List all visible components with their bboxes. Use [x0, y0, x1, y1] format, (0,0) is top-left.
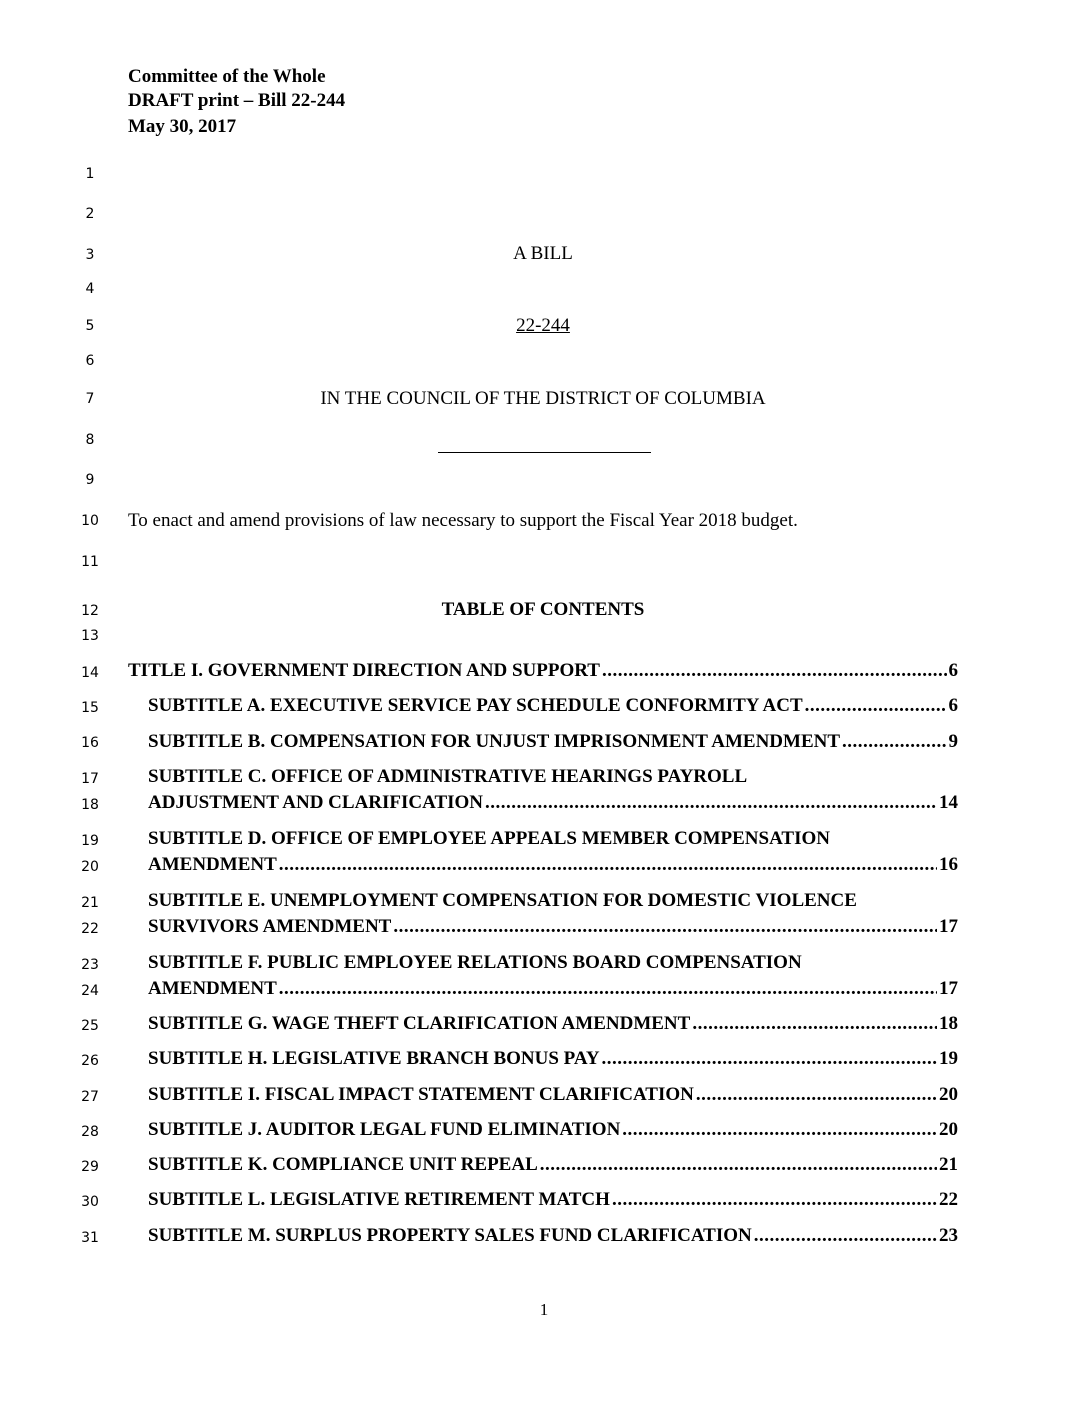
line-number: 10 — [81, 513, 99, 529]
toc-leader — [612, 1189, 937, 1211]
toc-entry-title-1[interactable]: TITLE I. GOVERNMENT DIRECTION AND SUPPORT ..... 6 — [128, 660, 958, 682]
signature-rule — [438, 452, 651, 453]
toc-entry-subtitle-h[interactable]: SUBTITLE H. LEGISLATIVE BRANCH BONUS PAY ..... 19 — [148, 1048, 958, 1070]
header-draft: DRAFT print – Bill 22-244 — [128, 90, 346, 111]
bill-number-block — [128, 315, 958, 337]
toc-leader — [279, 854, 937, 876]
bill-number: 22-244 — [516, 315, 570, 336]
toc-leader — [805, 695, 947, 717]
toc-leader — [692, 1013, 937, 1035]
line-number: 31 — [81, 1230, 99, 1246]
line-number: 28 — [81, 1124, 99, 1140]
bill-purpose: To enact and amend provisions of law necessary to support the Fiscal Year 2018 budget. — [128, 510, 798, 531]
toc-entry-subtitle-f[interactable]: AMENDMENT ..... 17 — [148, 978, 958, 1000]
line-number: 13 — [81, 628, 99, 644]
line-number: 16 — [81, 735, 99, 751]
toc-leader — [602, 1048, 937, 1070]
toc-leader — [696, 1084, 937, 1106]
line-number: 9 — [85, 472, 95, 488]
toc-leader — [279, 978, 937, 1000]
toc-leader — [754, 1225, 937, 1247]
toc-entry-subtitle-c[interactable]: ADJUSTMENT AND CLARIFICATION ..... 14 — [148, 792, 958, 814]
line-number: 21 — [81, 895, 99, 911]
header-committee: Committee of the Whole — [128, 66, 326, 87]
line-number: 3 — [85, 247, 95, 263]
line-number: 5 — [85, 318, 95, 334]
toc-leader — [393, 916, 937, 938]
line-number: 17 — [81, 771, 99, 787]
toc-leader — [622, 1119, 937, 1141]
toc-entry-subtitle-e[interactable]: SURVIVORS AMENDMENT ..... 17 — [148, 916, 958, 938]
page-number: 1 — [539, 1300, 549, 1319]
header-date: May 30, 2017 — [128, 116, 237, 137]
line-number: 23 — [81, 957, 99, 973]
line-number: 30 — [81, 1194, 99, 1210]
toc-entry-subtitle-l[interactable]: SUBTITLE L. LEGISLATIVE RETIREMENT MATCH ..... 22 — [148, 1189, 958, 1211]
toc-leader — [842, 731, 946, 753]
line-number: 12 — [81, 603, 99, 619]
line-number: 25 — [81, 1018, 99, 1034]
toc-heading: TABLE OF CONTENTS — [441, 599, 645, 620]
line-number: 15 — [81, 700, 99, 716]
line-number: 14 — [81, 665, 99, 681]
toc-entry-subtitle-k[interactable]: SUBTITLE K. COMPLIANCE UNIT REPEAL ..... 21 — [148, 1154, 958, 1176]
line-number: 26 — [81, 1053, 99, 1069]
line-number: 4 — [85, 281, 95, 297]
line-number: 19 — [81, 833, 99, 849]
line-number: 6 — [85, 353, 95, 369]
line-number: 2 — [85, 206, 95, 222]
toc-entry-subtitle-m[interactable]: SUBTITLE M. SURPLUS PROPERTY SALES FUND CLARIFICATION ..... 23 — [148, 1225, 958, 1247]
toc-entry-subtitle-a[interactable]: SUBTITLE A. EXECUTIVE SERVICE PAY SCHEDULE CONFORMITY ACT ..... 6 — [148, 695, 958, 717]
line-number: 20 — [81, 859, 99, 875]
line-number: 11 — [81, 554, 99, 570]
toc-entry-subtitle-i[interactable]: SUBTITLE I. FISCAL IMPACT STATEMENT CLARIFICATION ..... 20 — [148, 1084, 958, 1106]
toc-entry-subtitle-d-line1[interactable]: SUBTITLE D. OFFICE OF EMPLOYEE APPEALS MEMBER COMPENSATION — [148, 828, 830, 849]
toc-leader — [540, 1154, 937, 1176]
toc-entry-subtitle-g[interactable]: SUBTITLE G. WAGE THEFT CLARIFICATION AMENDMENT ..... 18 — [148, 1013, 958, 1035]
line-number: 8 — [85, 432, 95, 448]
toc-leader — [602, 660, 947, 682]
toc-entry-subtitle-j[interactable]: SUBTITLE J. AUDITOR LEGAL FUND ELIMINATION ..... 20 — [148, 1119, 958, 1141]
line-number: 18 — [81, 797, 99, 813]
line-number: 1 — [85, 166, 95, 182]
line-number: 27 — [81, 1089, 99, 1105]
toc-entry-subtitle-c-line1[interactable]: SUBTITLE C. OFFICE OF ADMINISTRATIVE HEARINGS PAYROLL — [148, 766, 748, 787]
line-number: 7 — [85, 391, 95, 407]
toc-entry-subtitle-b[interactable]: SUBTITLE B. COMPENSATION FOR UNJUST IMPRISONMENT AMENDMENT ..... 9 — [148, 731, 958, 753]
toc-entry-subtitle-d[interactable]: AMENDMENT ..... 16 — [148, 854, 958, 876]
toc-entry-subtitle-f-line1[interactable]: SUBTITLE F. PUBLIC EMPLOYEE RELATIONS BOARD COMPENSATION — [148, 952, 802, 973]
council-line: IN THE COUNCIL OF THE DISTRICT OF COLUMBIA — [320, 388, 766, 409]
line-number: 29 — [81, 1159, 99, 1175]
toc-leader — [485, 792, 937, 814]
bill-heading: A BILL — [513, 243, 573, 264]
line-number: 22 — [81, 921, 99, 937]
toc-entry-subtitle-e-line1[interactable]: SUBTITLE E. UNEMPLOYMENT COMPENSATION FOR DOMESTIC VIOLENCE — [148, 890, 857, 911]
line-number: 24 — [81, 983, 99, 999]
